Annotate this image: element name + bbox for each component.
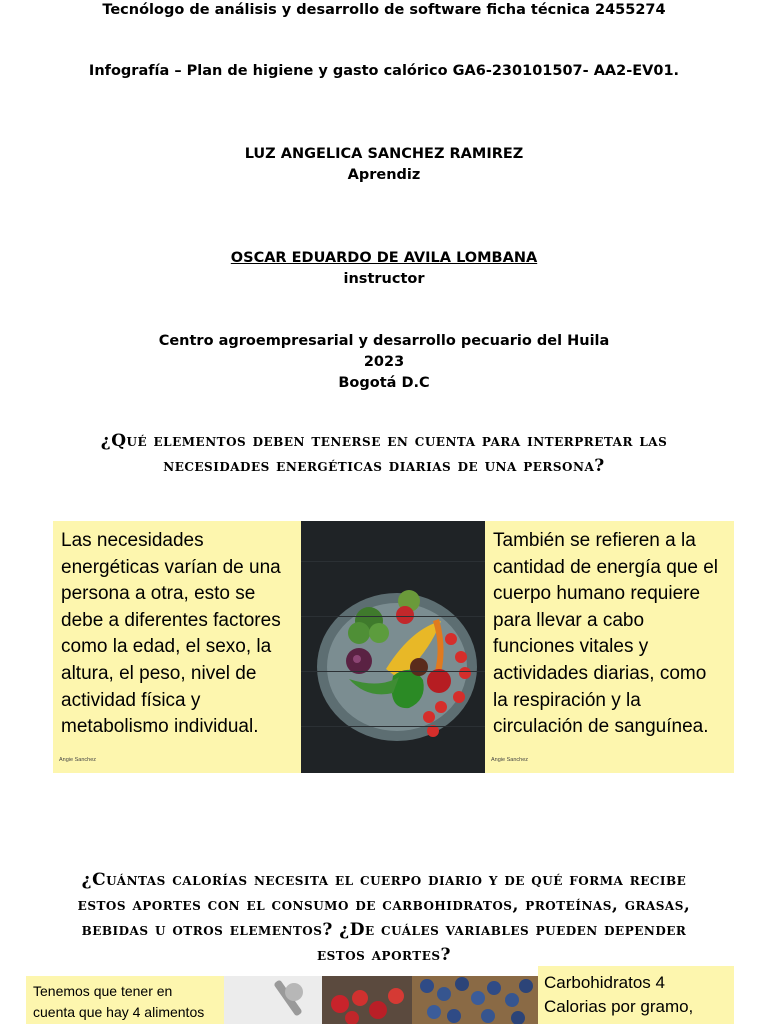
instructor-role: instructor — [343, 271, 425, 287]
right-note-credit: Angie Sanchez — [491, 757, 528, 763]
student-name: LUZ ANGELICA SANCHEZ RAMIREZ — [244, 146, 524, 162]
vegetable-plate-illustration — [301, 521, 485, 773]
program-title: Tecnólogo de análisis y desarrollo de software ficha técnica 2455274 — [102, 2, 666, 18]
fruit-bowls-image — [322, 976, 538, 1024]
left-note-credit: Angie Sanchez — [59, 757, 96, 763]
section1-question-line1: ¿Qué elementos deben tenerse en cuenta para interpretar las — [100, 431, 668, 451]
left-info-text: Las necesidades energéticas varían de una persona a otra, esto se debe a diferentes factores como la edad, el sexo, la altura, el peso, nivel de actividad física y metabolismo individual. — [61, 530, 281, 738]
right-info-note — [485, 521, 734, 773]
year: 2023 — [363, 354, 405, 370]
left-info-note — [53, 521, 301, 773]
section2-left-text: Tenemos que tener en cuenta que hay 4 alimentos — [33, 983, 205, 1020]
vegetable-plate-image — [301, 521, 485, 773]
section2-question-line4: estos aportes? — [316, 945, 452, 965]
instructor-name-text: OSCAR EDUARDO DE AVILA LOMBANA — [230, 250, 538, 266]
section2-question-line2: estos aportes con el consumo de carbohidratos, proteínas, grasas, — [77, 895, 691, 915]
section2-question-line1: ¿Cuántas calorías necesita el cuerpo diario y de qué forma recibe — [81, 870, 687, 890]
section2-left-note — [26, 976, 224, 1024]
instructor-name — [0, 248, 768, 269]
student-role: Aprendiz — [347, 167, 421, 183]
city: Bogotá D.C — [338, 375, 430, 391]
section2-right-note — [538, 966, 734, 1024]
training-center: Centro agroempresarial y desarrollo pecuario del Huila — [158, 333, 610, 349]
kitchen-utensil-image — [224, 976, 322, 1024]
utensil-illustration — [224, 976, 322, 1024]
section1-question-line2: necesidades energéticas diarias de una persona? — [163, 456, 605, 476]
assignment-title: Infografía – Plan de higiene y gasto calórico GA6-230101507- AA2-EV01. — [88, 63, 680, 79]
right-info-text: También se refieren a la cantidad de energía que el cuerpo humano requiere para llevar a cabo funciones vitales y actividades diarias, como la respiración y la circulación de sanguínea. — [493, 530, 719, 738]
berries-illustration — [322, 976, 538, 1024]
section2-right-text: Carbohidratos 4 Calorias por gramo, — [544, 973, 694, 1016]
section2-question-line3: bebidas u otros elementos? ¿De cuáles variables pueden depender — [81, 920, 687, 940]
